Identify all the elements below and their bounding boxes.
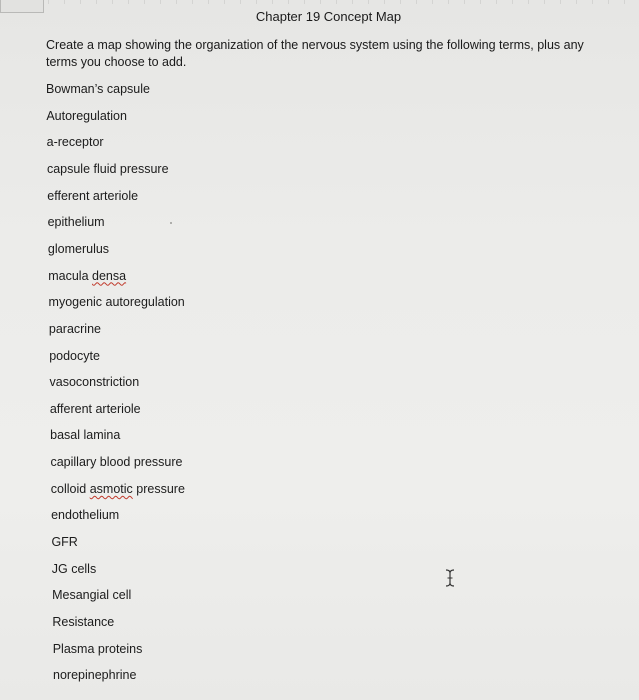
document-title: Chapter 19 Concept Map: [255, 9, 402, 24]
term-item: efferent arteriole: [47, 188, 139, 203]
top-ruler: [0, 0, 639, 4]
term-item: [48, 269, 126, 284]
stray-mark: [170, 222, 172, 224]
term-item: Autoregulation: [46, 108, 127, 123]
term-item: Resistance: [52, 615, 115, 629]
term-text: macula: [48, 268, 93, 283]
term-text: colloid: [50, 481, 90, 496]
term-item: glomerulus: [47, 241, 110, 256]
term-item: podocyte: [49, 348, 100, 363]
term-item: a-receptor: [46, 135, 104, 150]
term-item: capillary blood pressure: [50, 455, 183, 470]
term-item: paracrine: [48, 321, 101, 336]
term-item: capsule fluid pressure: [46, 161, 169, 176]
i-beam-cursor-icon: [443, 568, 457, 588]
instructions-paragraph: Create a map showing the organization of the nervous system using the following terms, plus any terms you choose to add.: [46, 38, 584, 69]
spellcheck-flagged-word: asmotic: [89, 481, 133, 496]
term-text: pressure: [132, 481, 185, 496]
term-item: Mesangial cell: [52, 588, 132, 603]
term-item: myogenic autoregulation: [48, 295, 185, 310]
term-item: Bowman’s capsule: [46, 82, 150, 96]
term-item: [51, 482, 185, 497]
term-item: vasoconstriction: [49, 375, 140, 390]
term-item: afferent arteriole: [49, 401, 141, 416]
term-item: norepinephrine: [53, 668, 137, 683]
term-item: epithelium: [47, 215, 105, 230]
term-item: basal lamina: [50, 428, 121, 443]
term-item: endothelium: [51, 508, 120, 523]
term-item: GFR: [51, 535, 78, 550]
term-item: JG cells: [51, 561, 97, 576]
term-item: Plasma proteins: [52, 641, 143, 656]
spellcheck-flagged-word: densa: [92, 268, 127, 283]
